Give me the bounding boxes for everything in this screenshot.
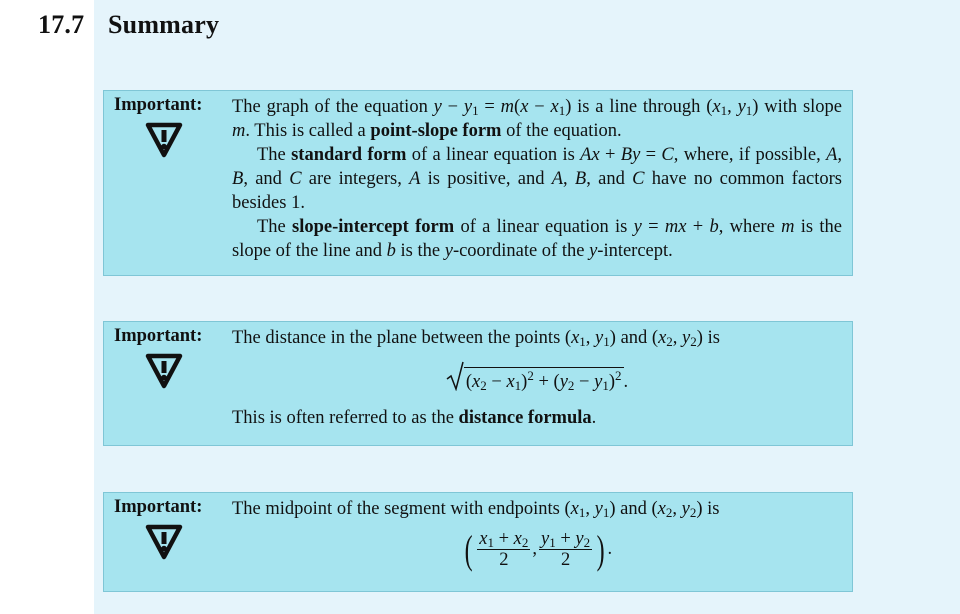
section-title: Summary (108, 10, 220, 39)
paragraph: The standard form of a linear equation is Ax + By = C, where, if possible, A, B, and C are integers, A is positive, and A, B, and C have no common factors besides 1. (232, 145, 843, 213)
box-text (232, 497, 842, 571)
paragraph: The slope-intercept form of a linear equation is y = mx + b, where m is the slope of the line and b is the y-coordinate of the y-intercept. (232, 217, 842, 261)
distance-formula-equation: $(x_2 - x_1)^2 + (y_2 - y_1)^2$ . (232, 367, 842, 394)
radical-sign-icon (446, 361, 464, 391)
paragraph: This is often referred to as the distance formula. (232, 408, 597, 428)
important-label: Important: (114, 326, 203, 346)
warning-triangle-icon (144, 353, 184, 389)
paragraph: The distance in the plane between the points ($x_1$, $y_1$) and ($x_2$, $y_2$) is (232, 328, 720, 349)
important-label: Important: (114, 95, 203, 115)
section-heading (38, 10, 219, 40)
important-label: Important: (114, 497, 203, 517)
important-box-point-slope (103, 90, 853, 276)
important-box-midpoint (103, 492, 853, 592)
section-number: 17.7 (38, 10, 85, 39)
box-text (232, 95, 842, 263)
box-text (232, 326, 842, 430)
important-box-distance (103, 321, 853, 446)
paragraph: The graph of the equation $y - y_1 = m(x - x_1)$ is a line through ($x_1$, $y_1$) with slope m. This is called a point-slope form of the equation. (232, 97, 843, 141)
midpoint-formula-equation: ( $\frac{x_1 + x_2}{2}$ , $\frac{y_1 + y_2}{2}$ ) . (464, 526, 613, 572)
warning-triangle-icon (144, 122, 184, 158)
warning-triangle-icon (144, 524, 184, 560)
paragraph: The midpoint of the segment with endpoints ($x_1$, $y_1$) and ($x_2$, $y_2$) is (232, 499, 720, 520)
